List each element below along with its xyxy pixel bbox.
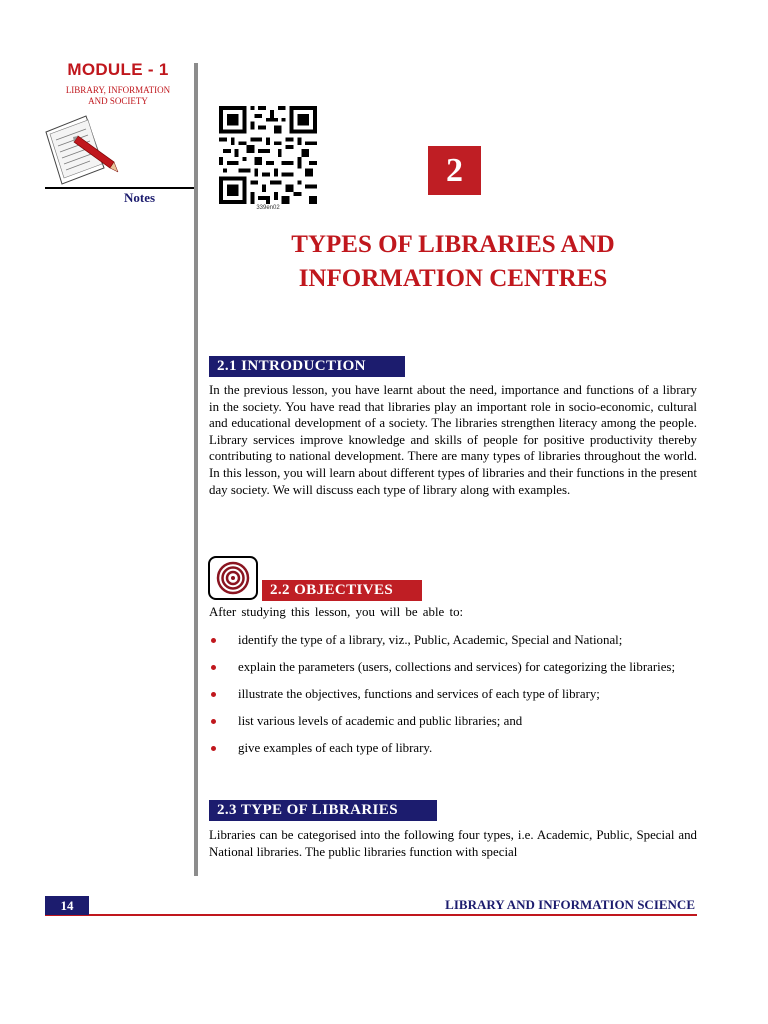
list-item: explain the parameters (users, collections and services) for categorizing the libraries; [209,659,699,675]
module-subtitle-line2: AND SOCIETY [88,96,148,106]
section-heading-objectives: 2.2 OBJECTIVES [262,580,422,601]
chapter-title [208,228,698,296]
bullet-icon [211,692,216,697]
module-subtitle-line1: LIBRARY, INFORMATION [65,85,171,95]
list-item: identify the type of a library, viz., Public, Academic, Special and National; [209,632,699,648]
module-title: MODULE - 1 [67,60,169,79]
objectives-lead: After studying this lesson, you will be able to: [209,605,464,619]
list-item: list various levels of academic and public libraries; and [209,713,699,729]
list-item: illustrate the objectives, functions and services of each type of library; [209,686,699,702]
notes-label: Notes [124,190,156,205]
section-heading-introduction: 2.1 INTRODUCTION [209,356,405,377]
footer-book-title: LIBRARY AND INFORMATION SCIENCE [445,897,695,912]
module-subtitle [48,85,188,107]
qr-code-label: 339en02 [256,205,280,211]
page-number: 14 [45,896,89,915]
chapter-title-line1: TYPES OF LIBRARIES AND [291,231,615,258]
bullet-icon [211,719,216,724]
objectives-list [209,632,699,767]
target-icon [208,556,258,600]
bullet-icon [211,746,216,751]
chapter-number: 2 [428,146,481,195]
types-paragraph: Libraries can be categorised into the following four types, i.e. Academic, Public, Special and National libraries. The public libraries function with special [209,828,697,859]
footer-rule [45,914,697,916]
introduction-paragraph: In the previous lesson, you have learnt about the need, importance and functions of a library in the society. You have read that libraries play an important role in socio-economic, cultural and educational development of a society. The libraries strengthen literacy among the people. Library services improve knowledge and skills of people for positive productivity thereby contributing to national development. There are many types of libraries throughout the world. In this lesson, you will learn about different types of libraries and their functions in the present day society. We will discuss each type of library along with examples. [209,383,697,497]
chapter-title-line2: INFORMATION CENTRES [298,265,608,292]
list-item: give examples of each type of library. [209,740,699,756]
margin-rule [194,63,198,876]
qr-code-icon [219,106,317,204]
notes-pencil-icon [40,112,120,188]
bullet-icon [211,665,216,670]
bullet-icon [211,638,216,643]
section-heading-types: 2.3 TYPE OF LIBRARIES [209,800,437,821]
notes-divider [45,187,195,189]
